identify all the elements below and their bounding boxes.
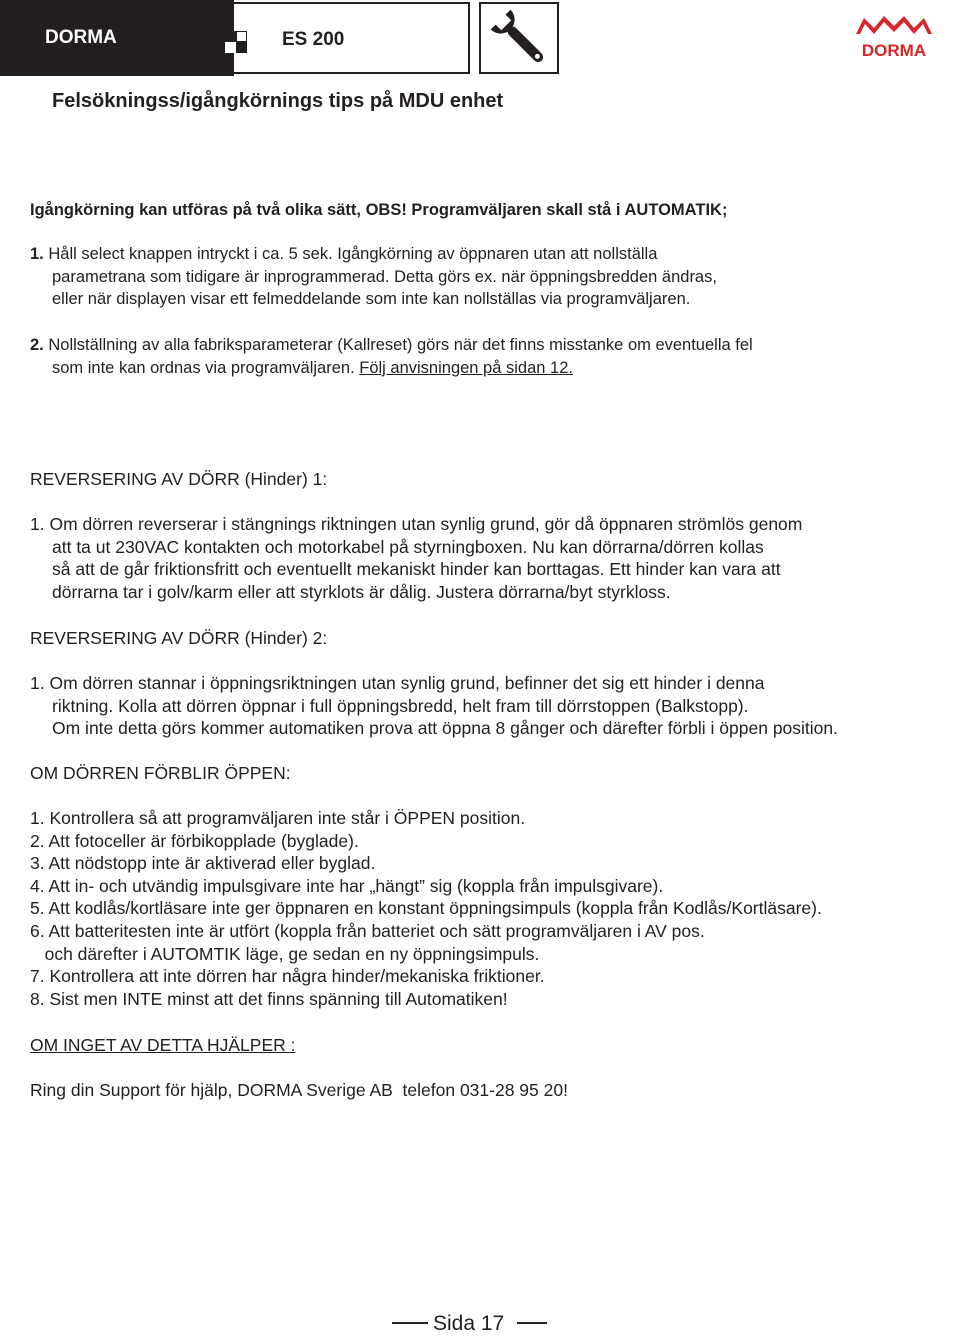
rev1-heading: REVERSERING AV DÖRR (Hinder) 1: — [30, 469, 328, 489]
rev2-heading: REVERSERING AV DÖRR (Hinder) 2: — [30, 628, 328, 648]
link-page-12[interactable]: Följ anvisningen på sidan 12. — [359, 358, 573, 377]
footer — [0, 1312, 960, 1336]
rev2-body: 1. Om dörren stannar i öppningsriktningen utan synlig grund, befinner det sig ett hinder i denna riktning. Kolla att dörren öppnar i full öppningsbredd, helt fram till dörrstoppen (Balkstopp). Om inte detta görs kommer automatiken prova att öppna 8 gånger och därefter förbli i öppen position. — [30, 673, 839, 739]
page-number: Sida 17 — [433, 1312, 505, 1335]
support-text: Ring din Support för hjälp, DORMA Sverige AB telefon 031-28 95 20! — [30, 1080, 568, 1100]
svg-text:DORMA: DORMA — [861, 41, 927, 60]
none-heading: OM INGET AV DETTA HJÄLPER : — [30, 1035, 296, 1055]
header-model: ES 200 — [282, 29, 345, 50]
wrench-icon — [481, 4, 557, 72]
checker-square-icon — [236, 31, 247, 42]
footer-rule — [392, 1322, 428, 1324]
open-list: 1. Kontrollera så att programväljaren inte står i ÖPPEN position. 2. Att fotoceller är förbikopplade (byglade). 3. Att nödstopp inte är aktiverad eller byglad. 4. Att in- och utvändig impulsgivare inte har „hängt” sig (koppla från impulsgivare). 5. Att kodlås/kortläsare inte ger öppnaren en konstant öppningsimpuls (koppla från Kodlås/Kortläsare). 6. Att batteritesten inte är utfört (koppla från batteriet och sätt programväljaren i AV pos. och därefter i AUTOMTIK läge, ge sedan en ny öppningsimpuls. 7. Kontrollera att inte dörren har några hinder/mekaniska friktioner. 8. Sist men INTE minst att det finns spänning till Automatiken! — [30, 808, 822, 1009]
open-heading: OM DÖRREN FÖRBLIR ÖPPEN: — [30, 763, 291, 783]
header-brand: DORMA — [45, 27, 117, 48]
wrench-icon-box — [479, 2, 559, 74]
header-model-box — [234, 2, 470, 74]
checker-square-icon — [236, 42, 247, 53]
intro-text: Igångkörning kan utföras på två olika sätt, OBS! Programväljaren skall stå i AUTOMATIK; — [30, 201, 728, 219]
list-item: 2. Nollställning av alla fabriksparameterar (Kallreset) görs när det finns misstanke om eventuella fel som inte kan ordnas via programväljaren. Följ anvisningen på sidan 12. — [30, 336, 753, 377]
checker-square-icon — [225, 31, 236, 42]
dorma-logo — [850, 14, 938, 60]
rev1-body: 1. Om dörren reverserar i stängnings riktningen utan synlig grund, gör då öppnaren strömlös genom att ta ut 230VAC kontakten och motorkabel på styrningboxen. Nu kan dörrarna/dörren kollas så att de går friktionsfritt och eventuellt mekaniskt hinder kan borttagas. Ett hinder kan vara att dörrarna tar i golv/karm eller att styrklots är dålig. Justera dörrarna/byt styrkloss. — [30, 514, 803, 602]
list-item: 1. Håll select knappen intryckt i ca. 5 sek. Igångkörning av öppnaren utan att nollställa parametrana som tidigare är inprogrammerad. Detta görs ex. när öppningsbredden ändras, eller när displayen visar ett felmeddelande som inte kan nollställas via programväljaren. — [30, 245, 717, 308]
footer-rule — [517, 1322, 547, 1324]
checker-square-icon — [225, 42, 236, 53]
page-title: Felsökningss/igångkörnings tips på MDU enhet — [52, 90, 504, 112]
header-brand-box — [0, 0, 234, 76]
